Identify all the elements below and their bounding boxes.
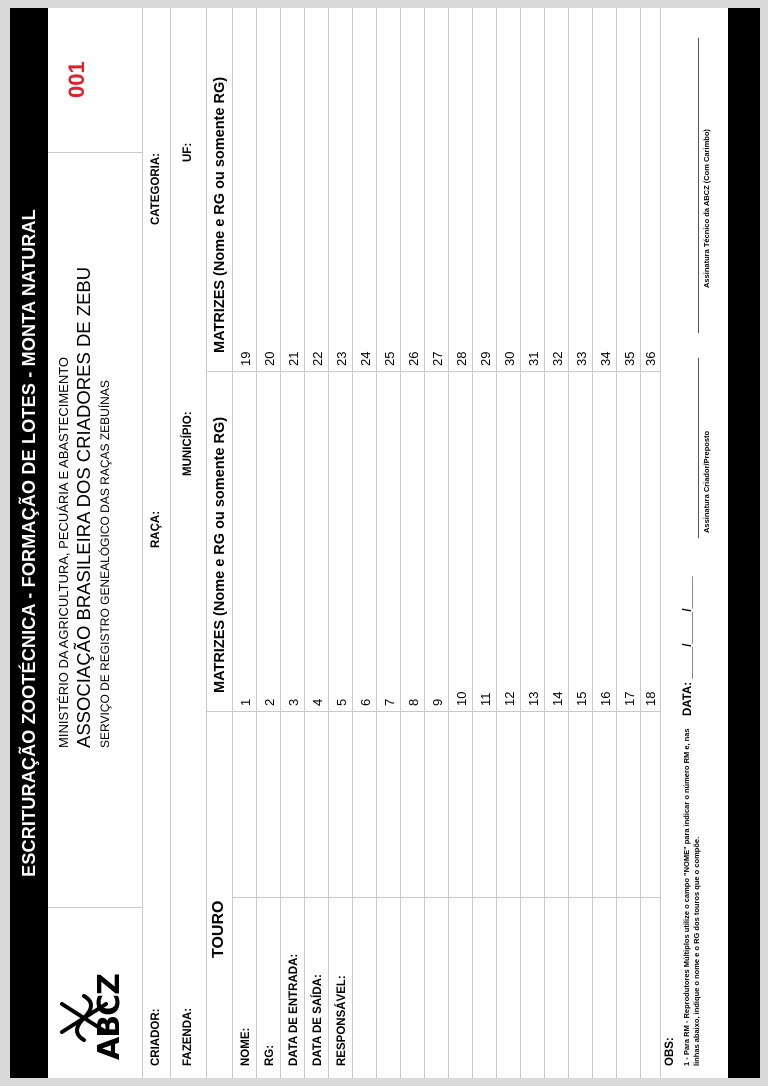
- row-line: [496, 8, 497, 1078]
- row-line: [520, 8, 521, 1078]
- matriz-number: 36: [643, 351, 658, 366]
- row-line: [660, 8, 661, 1078]
- bottom-band: [728, 8, 760, 1078]
- abcz-logo-text: ABCZ: [92, 974, 127, 1060]
- service-line: SERVIÇO DE REGISTRO GENEALÓGICO DAS RAÇAS ZEBUÍNAS: [98, 380, 112, 748]
- matriz-number: 9: [430, 698, 445, 706]
- matriz-number: 6: [358, 698, 373, 706]
- matriz-number: 3: [286, 698, 301, 706]
- matriz-number: 2: [262, 698, 277, 706]
- row-line: [280, 8, 281, 1078]
- matriz-number: 16: [598, 691, 613, 706]
- row-line: [400, 8, 401, 1078]
- header-divider: [48, 907, 142, 908]
- matriz-number: 25: [382, 351, 397, 366]
- row-line: [472, 8, 473, 1078]
- matriz-number: 14: [550, 691, 565, 706]
- touro-rg-label: RG:: [264, 1044, 276, 1066]
- header-bottom-line: [142, 8, 143, 1078]
- row-line: [448, 8, 449, 1078]
- row-line: [206, 8, 207, 1078]
- column-divider: [232, 897, 660, 898]
- matriz-number: 18: [643, 691, 658, 706]
- signature-breeder-label: Assinatura Criador/Preposto: [702, 430, 711, 533]
- obs-note: 1 - Para RM - Reprodutores Múltiplos utilize o campo "NOME" para indicar o número RM e, nas linhas abaixo, indique o nome e o RG dos touros que o compõe.: [682, 728, 701, 1066]
- matriz-number: 21: [286, 351, 301, 366]
- raca-label: RAÇA:: [150, 510, 162, 548]
- matrizes-header-right: MATRIZES (Nome e RG ou somente RG): [212, 76, 228, 353]
- matriz-number: 12: [502, 691, 517, 706]
- header-divider: [48, 152, 142, 153]
- association-name: ASSOCIAÇÃO BRASILEIRA DOS CRIADORES DE ZEBU: [73, 266, 94, 748]
- matriz-number: 11: [478, 692, 493, 706]
- date-field: DATA: _____/_____/_____: [682, 576, 694, 716]
- matriz-number: 26: [406, 351, 421, 366]
- matriz-number: 19: [238, 351, 253, 366]
- row-line: [376, 8, 377, 1078]
- matriz-number: 22: [310, 351, 325, 366]
- touro-saida-label: DATA DE SAÍDA:: [312, 974, 324, 1066]
- ministry-line: MINISTÉRIO DA AGRICULTURA, PECUÁRIA E ABASTECIMENTO: [56, 356, 71, 748]
- form-sheet: [10, 8, 760, 1078]
- row-line: [256, 8, 257, 1078]
- matriz-number: 31: [526, 351, 541, 366]
- row-line: [592, 8, 593, 1078]
- row-line: [328, 8, 329, 1078]
- matriz-number: 34: [598, 351, 613, 366]
- uf-label: UF:: [182, 142, 194, 162]
- row-line: [232, 8, 233, 1078]
- row-line: [568, 8, 569, 1078]
- obs-label: OBS:: [664, 1037, 676, 1066]
- matriz-number: 13: [526, 691, 541, 706]
- touro-header: TOURO: [210, 900, 227, 958]
- row-line: [170, 8, 171, 1078]
- matriz-number: 23: [334, 351, 349, 366]
- row-line: [352, 8, 353, 1078]
- categoria-label: CATEGORIA:: [150, 153, 162, 225]
- matriz-number: 10: [454, 691, 469, 706]
- matriz-number: 29: [478, 351, 493, 366]
- fazenda-label: FAZENDA:: [182, 1007, 194, 1066]
- matriz-number: 20: [262, 351, 277, 366]
- row-line: [544, 8, 545, 1078]
- row-line: [640, 8, 641, 1078]
- document-number: 001: [64, 61, 89, 98]
- row-line: [616, 8, 617, 1078]
- matriz-number: 7: [382, 698, 397, 706]
- touro-entrada-label: DATA DE ENTRADA:: [288, 953, 300, 1066]
- matriz-number: 17: [622, 691, 637, 706]
- matriz-number: 15: [574, 691, 589, 706]
- matriz-number: 5: [334, 698, 349, 706]
- municipio-label: MUNICÍPIO:: [182, 411, 194, 476]
- matriz-number: 8: [406, 698, 421, 706]
- signature-line-tech: [698, 38, 699, 333]
- row-line: [304, 8, 305, 1078]
- signature-tech-label: Assinatura Técnico da ABCZ (Com Carimbo): [702, 129, 711, 288]
- matriz-number: 28: [454, 351, 469, 366]
- form-title: ESCRITURAÇÃO ZOOTÉCNICA - FORMAÇÃO DE LOTES - MONTA NATURAL: [19, 209, 39, 877]
- matriz-number: 33: [574, 351, 589, 366]
- matriz-number: 35: [622, 351, 637, 366]
- matriz-number: 30: [502, 351, 517, 366]
- matriz-number: 1: [238, 698, 253, 706]
- touro-nome-label: NOME:: [240, 1027, 252, 1066]
- signature-line-breeder: [698, 358, 699, 538]
- touro-responsavel-label: RESPONSÁVEL:: [336, 975, 348, 1066]
- matriz-number: 4: [310, 698, 325, 706]
- criador-label: CRIADOR:: [150, 1008, 162, 1066]
- matriz-number: 32: [550, 351, 565, 366]
- row-line: [424, 8, 425, 1078]
- matriz-number: 27: [430, 351, 445, 366]
- matrizes-header-left: MATRIZES (Nome e RG ou somente RG): [212, 416, 228, 693]
- rotated-form: [10, 8, 760, 1078]
- matriz-number: 24: [358, 351, 373, 366]
